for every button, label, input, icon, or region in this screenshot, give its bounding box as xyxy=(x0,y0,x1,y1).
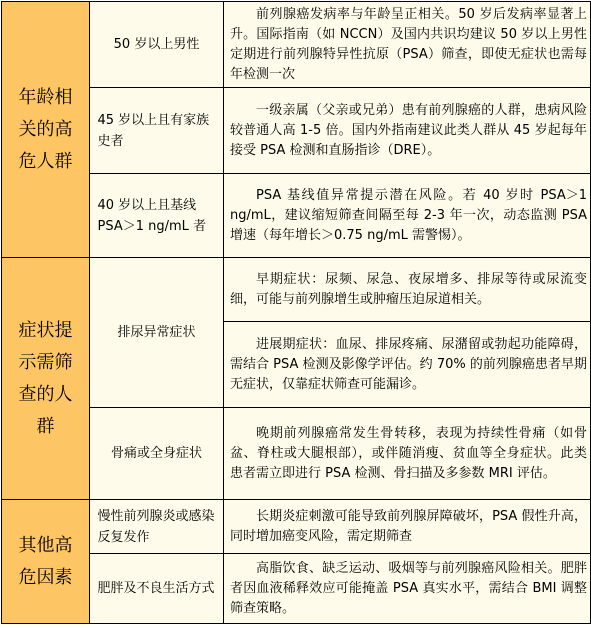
description-text: 前列腺癌发病率与年龄呈正相关。50 岁后发病率显著上升。国际指南（如 NCCN）及国内共识均建议 50 岁以上男性定期进行前列腺特异性抗原（PSA）筛查，即使无症状也需每年检测一次 xyxy=(230,6,587,82)
table-row xyxy=(2,258,591,322)
category-label: 症状提示需筛查的人群 xyxy=(18,319,73,437)
description-text: PSA 基线值异常提示潜在风险。若 40 岁时 PSA＞1 ng/mL，建议缩短筛查间隔至每 2-3 年一次，动态监测 PSA 增速（每年增长＞0.75 ng/mL 需警惕）。 xyxy=(230,187,587,243)
description-cell xyxy=(224,408,591,500)
table-row xyxy=(2,408,591,500)
description-cell xyxy=(224,174,591,258)
description-cell xyxy=(224,2,591,88)
subcategory-cell xyxy=(90,554,224,624)
table-row xyxy=(2,88,591,174)
subcategory-label: 40 岁以上且基线 PSA＞1 ng/mL 者 xyxy=(97,197,207,234)
description-cell xyxy=(224,500,591,554)
table-row xyxy=(2,174,591,258)
category-cell xyxy=(2,2,90,258)
subcategory-label: 肥胖及不良生活方式 xyxy=(97,581,215,596)
subcategory-label: 50 岁以上男性 xyxy=(113,37,200,52)
table-row xyxy=(2,554,591,624)
subcategory-cell xyxy=(90,88,224,174)
subcategory-label: 慢性前列腺炎或感染反复发作 xyxy=(97,508,215,545)
category-label: 其他高危因素 xyxy=(18,534,73,588)
description-cell xyxy=(224,258,591,322)
description-text: 高脂饮食、缺乏运动、吸烟等与前列腺癌风险相关。肥胖者因血液稀释效应可能掩盖 PSA 真实水平，需结合 BMI 调整筛查策略。 xyxy=(230,560,587,616)
subcategory-label: 排尿异常症状 xyxy=(117,325,196,340)
subcategory-label: 45 岁以上且有家族史者 xyxy=(97,112,210,149)
subcategory-cell xyxy=(90,258,224,408)
table-row xyxy=(2,500,591,554)
description-text: 长期炎症刺激可能导致前列腺屏障破坏，PSA 假性升高，同时增加癌变风险，需定期筛查 xyxy=(230,508,587,544)
description-text: 进展期症状：血尿、排尿疼痛、尿潴留或勃起功能障碍，需结合 PSA 检测及影像学评估。约 70% 的前列腺癌患者早期无症状，仅靠症状筛查可能漏诊。 xyxy=(230,336,587,392)
category-label: 年龄相关的高危人群 xyxy=(18,86,73,172)
description-text: 早期症状：尿频、尿急、夜尿增多、排尿等待或尿流变细，可能与前列腺增生或肿瘤压迫尿道相关。 xyxy=(230,271,587,307)
subcategory-cell xyxy=(90,174,224,258)
subcategory-label: 骨痛或全身症状 xyxy=(110,446,202,461)
category-cell xyxy=(2,500,90,624)
description-text: 一级亲属（父亲或兄弟）患有前列腺癌的人群，患病风险较普通人高 1-5 倍。国内外指南建议此类人群从 45 岁起每年接受 PSA 检测和直肠指诊（DRE）。 xyxy=(230,102,587,158)
screening-table xyxy=(1,1,591,624)
description-cell xyxy=(224,322,591,408)
subcategory-cell xyxy=(90,408,224,500)
table-row xyxy=(2,2,591,88)
description-cell xyxy=(224,554,591,624)
category-cell xyxy=(2,258,90,500)
description-text: 晚期前列腺癌常发生骨转移，表现为持续性骨痛（如骨盆、脊柱或大腿根部），或伴随消瘦、贫血等全身症状。此类患者需立即进行 PSA 检测、骨扫描及多参数 MRI 评估。 xyxy=(230,425,587,481)
description-cell xyxy=(224,88,591,174)
subcategory-cell xyxy=(90,500,224,554)
subcategory-cell xyxy=(90,2,224,88)
